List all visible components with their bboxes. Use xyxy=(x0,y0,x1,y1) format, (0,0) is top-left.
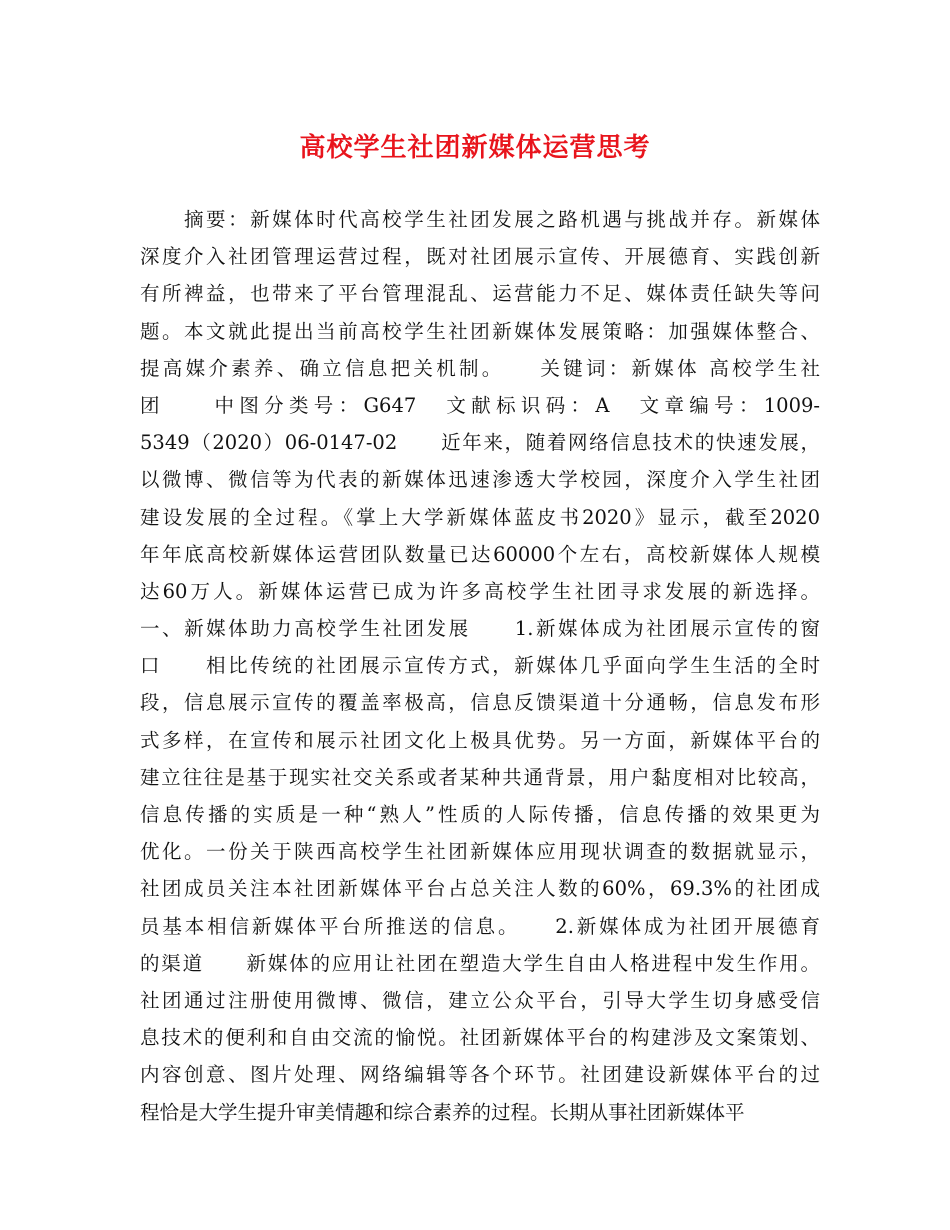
body-line-3: 有所裨益，也带来了平台管理混乱、运营能力不足、媒体责任缺失等问 xyxy=(140,282,820,306)
body-line-5: 提高媒介素养、确立信息把关机制。 关键词：新媒体 高校学生社 xyxy=(140,356,820,380)
body-line-22: 社团通过注册使用微博、微信，建立公众平台，引导大学生切身感受信 xyxy=(140,988,820,1012)
body-line-10: 年年底高校新媒体运营团队数量已达60000个左右，高校新媒体人规模 xyxy=(140,542,820,566)
body-line-6: 团 中图分类号：G647 文献标识码：A 文章编号：1009- xyxy=(140,393,820,417)
body-line-19: 社团成员关注本社团新媒体平台占总关注人数的60%，69.3%的社团成 xyxy=(140,877,820,901)
document-title: 高校学生社团新媒体运营思考 xyxy=(299,133,651,163)
body-line-12: 一、新媒体助力高校学生社团发展 1.新媒体成为社团展示宣传的窗 xyxy=(140,617,820,641)
body-line-17: 信息传播的实质是一种“熟人”性质的人际传播，信息传播的效果更为 xyxy=(140,803,820,826)
body-line-9: 建设发展的全过程。《掌上大学新媒体蓝皮书2020》显示，截至2020 xyxy=(140,505,820,529)
body-line-8: 以微博、微信等为代表的新媒体迅速渗透大学校园，深度介入学生社团 xyxy=(140,468,820,492)
body-line-24: 内容创意、图片处理、网络编辑等各个环节。社团建设新媒体平台的过 xyxy=(140,1063,820,1087)
body-line-15: 式多样，在宣传和展示社团文化上极具优势。另一方面，新媒体平台的 xyxy=(140,728,820,752)
body-line-25: 程恰是大学生提升审美情趣和综合素养的过程。长期从事社团新媒体平 xyxy=(140,1100,745,1124)
body-line-16: 建立往往是基于现实社交关系或者某种共通背景，用户黏度相对比较高， xyxy=(140,765,820,789)
document-body xyxy=(140,201,820,1131)
body-line-18: 优化。一份关于陕西高校学生社团新媒体应用现状调查的数据就显示， xyxy=(140,840,820,864)
body-line-21: 的渠道 新媒体的应用让社团在塑造大学生自由人格进程中发生作用。 xyxy=(140,951,820,975)
body-line-11: 达60万人。新媒体运营已成为许多高校学生社团寻求发展的新选择。 xyxy=(140,579,820,603)
body-line-1: 摘要：新媒体时代高校学生社团发展之路机遇与挑战并存。新媒体 xyxy=(140,208,820,231)
body-line-13: 口 相比传统的社团展示宣传方式，新媒体几乎面向学生生活的全时 xyxy=(140,654,820,678)
body-line-7: 5349（2020）06-0147-02 近年来，随着网络信息技术的快速发展， xyxy=(140,431,820,455)
body-line-23: 息技术的便利和自由交流的愉悦。社团新媒体平台的构建涉及文案策划、 xyxy=(140,1026,820,1050)
body-line-2: 深度介入社团管理运营过程，既对社团展示宣传、开展德育、实践创新 xyxy=(140,245,820,269)
body-line-20: 员基本相信新媒体平台所推送的信息。 2.新媒体成为社团开展德育 xyxy=(140,914,820,938)
body-line-14: 段，信息展示宣传的覆盖率极高，信息反馈渠道十分通畅，信息发布形 xyxy=(140,691,820,715)
body-line-4: 题。本文就此提出当前高校学生社团新媒体发展策略：加强媒体整合、 xyxy=(140,319,820,343)
